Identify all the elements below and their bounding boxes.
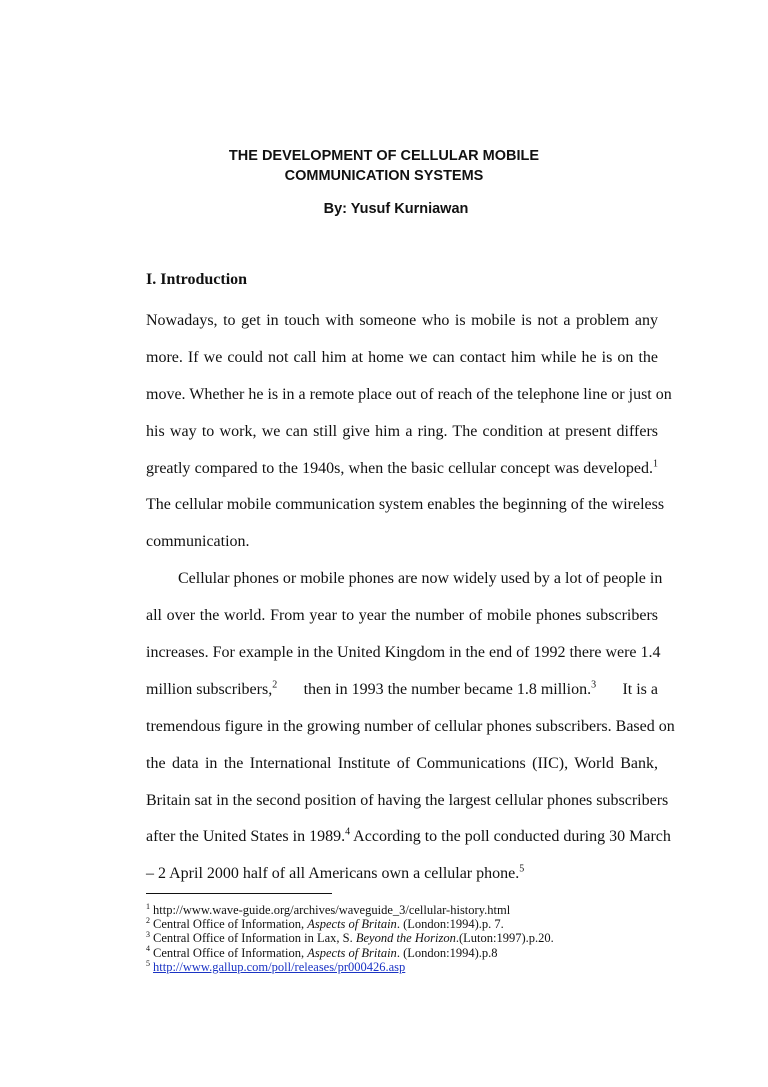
- footnote-marker-4: 4: [345, 827, 351, 839]
- p2-line: the data in the International Institute of Communications (IIC), World Bank,: [146, 754, 658, 772]
- footnote-separator: [146, 893, 332, 894]
- footnote-title: Beyond the Horizon: [355, 931, 456, 946]
- footnote-marker-3: 3: [591, 679, 597, 691]
- footnote-5: [146, 960, 666, 974]
- footnote-text: Central Office of Information in Lax, S.: [153, 931, 356, 946]
- p1-line: communication.: [146, 533, 250, 551]
- p2-line4-part-b: [304, 672, 597, 709]
- p2-line4-text-b: then in 1993 the number became 1.8 million.: [303, 680, 592, 698]
- footnote-text: http://www.wave-guide.org/archives/waveguide_3/cellular-history.html: [153, 903, 511, 917]
- footnote-text: .(Luton:1997).p.20.: [455, 931, 554, 946]
- p2-line4-part-c: It is a: [622, 680, 658, 698]
- footnote-marker-5: 5: [519, 864, 525, 876]
- p2-line: Cellular phones or mobile phones are now widely used by a lot of people in: [178, 570, 663, 588]
- footnote-2: [146, 917, 666, 931]
- footnote-number: 5: [146, 958, 150, 968]
- p1-line: Nowadays, to get in touch with someone who is mobile is not a problem any: [146, 312, 658, 329]
- footnote-3: [146, 931, 666, 945]
- p1-line: The cellular mobile communication system enables the beginning of the wireless: [146, 496, 665, 514]
- footnote-4: [146, 946, 666, 960]
- p2-line: increases. For example in the United Kingdom in the end of 1992 there were 1.4: [146, 644, 661, 662]
- p2-line8-text-b: According to the poll conducted during 30 March: [350, 828, 671, 846]
- p2-line9-text: – 2 April 2000 half of all Americans own a cellular phone.: [146, 865, 520, 883]
- footnote-marker-1: 1: [653, 458, 658, 470]
- author-byline: By: Yusuf Kurniawan: [323, 201, 469, 217]
- title-line-1: THE DEVELOPMENT OF CELLULAR MOBILE: [228, 148, 540, 164]
- paragraph-2: [146, 561, 675, 893]
- document-title: [0, 146, 768, 186]
- footnote-number: 1: [146, 901, 150, 911]
- section-heading: I. Introduction: [146, 271, 248, 288]
- footnote-text: . (London:1994).p. 7.: [396, 917, 504, 932]
- paragraph-1: [146, 303, 672, 561]
- footnote-title: Aspects of Britain: [307, 917, 397, 932]
- p1-line-with-footnote: [146, 451, 658, 488]
- footnote-text: Central Office of Information,: [153, 917, 308, 932]
- footnote-marker-2: 2: [272, 679, 278, 691]
- p2-line4-part-a: [146, 672, 277, 709]
- footnote-1: [146, 903, 666, 917]
- p2-line-with-footnote: [146, 819, 671, 856]
- p2-line: all over the world. From year to year the number of mobile phones subscribers: [146, 607, 658, 625]
- p2-line-with-footnotes: [146, 672, 658, 709]
- footnotes: [146, 903, 666, 974]
- footnote-link[interactable]: http://www.gallup.com/poll/releases/pr000426.asp: [153, 959, 406, 974]
- p1-line-text: greatly compared to the 1940s, when the basic cellular concept was developed.: [146, 459, 653, 477]
- footnote-title: Aspects of Britain: [307, 945, 397, 960]
- p2-line-with-footnote: [146, 856, 658, 893]
- p1-line: move. Whether he is in a remote place out of reach of the telephone line or just on: [146, 385, 672, 403]
- p1-line: more. If we could not call him at home we can contact him while he is on the: [146, 348, 658, 366]
- body-text: [146, 303, 675, 893]
- footnote-number: 2: [146, 916, 150, 926]
- p2-line: tremendous figure in the growing number of cellular phones subscribers. Based on: [146, 717, 675, 735]
- footnote-number: 3: [146, 930, 150, 940]
- p2-line8-text-a: after the United States in 1989.: [146, 828, 346, 846]
- p1-line: his way to work, we can still give him a ring. The condition at present differs: [146, 422, 658, 440]
- footnote-text: . (London:1994).p.8: [396, 945, 498, 960]
- p2-line: Britain sat in the second position of having the largest cellular phones subscribers: [146, 791, 669, 809]
- footnote-number: 4: [146, 944, 150, 954]
- title-line-2: COMMUNICATION SYSTEMS: [284, 168, 484, 184]
- p2-line4-text-a: million subscribers,: [146, 680, 273, 698]
- footnote-text: Central Office of Information,: [153, 945, 308, 960]
